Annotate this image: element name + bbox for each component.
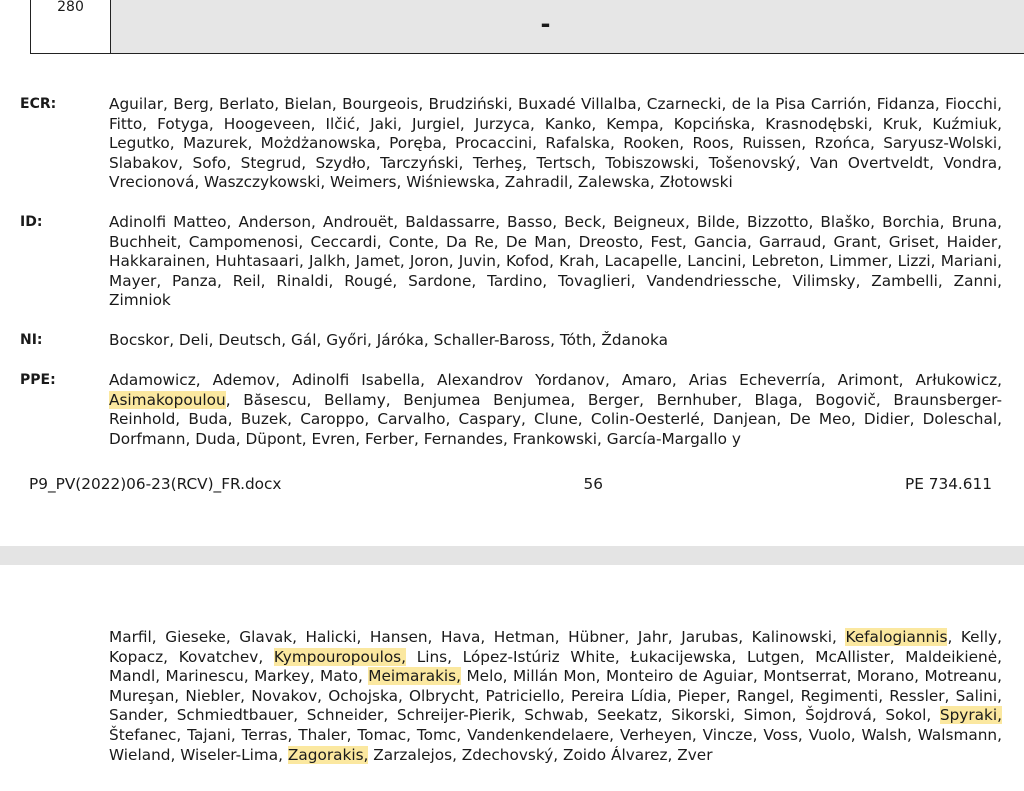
member-names: Melo, Millán Mon, Monteiro de Aguiar, Montserrat, Morano, Motreanu, Mureşan, Niebler, Novakov, Ochojska, Olbrycht, Patriciello, Pereira Lídia, Pieper, Rangel, Regimenti, Ressler, Salini, Sander, Schmiedtbauer, Schneider, Schreijer-Pierik, Schwab, Seekatz, Sikorski, Simon, Šojdrová, Sokol, bbox=[109, 667, 1002, 725]
highlighted-member: Kefalogiannis bbox=[845, 628, 948, 646]
document-reference: PE 734.611 bbox=[904, 475, 992, 493]
group-members bbox=[109, 371, 1002, 449]
vote-number: 280 bbox=[31, 0, 111, 53]
ppe-continuation bbox=[109, 628, 1002, 765]
vote-header-table bbox=[30, 0, 1024, 54]
group-members: Adinolfi Matteo, Anderson, Androuët, Baldassarre, Basso, Beck, Beigneux, Bilde, Bizzotto, Blaško, Borchia, Bruna, Buchheit, Campomenosi, Ceccardi, Conte, Da Re, De Man, Dreosto, Fest, Gancia, Garraud, Grant, Griset, Haider, Hakkarainen, Huhtasaari, Jalkh, Jamet, Joron, Juvin, Kofod, Krah, Lacapelle, Lancini, Lebreton, Limmer, Lizzi, Mariani, Mayer, Panza, Reil, Rinaldi, Rougé, Sardone, Tardino, Tovaglieri, Vandendriessche, Vilimsky, Zambelli, Zanni, Zimniok bbox=[109, 213, 1002, 310]
group-ni bbox=[20, 331, 1010, 351]
member-names: Štefanec, Tajani, Terras, Thaler, Tomac, Tomc, Vandenkendelaere, Verheyen, Vincze, Voss, Vuolo, Walsh, Walsmann, Wieland, Wiseler-Lima, bbox=[109, 725, 1002, 764]
vote-result-title: - bbox=[111, 0, 1024, 53]
page-number: 56 bbox=[583, 475, 603, 493]
document-filename: P9_PV(2022)06-23(RCV)_FR.docx bbox=[29, 475, 282, 493]
page-footer bbox=[29, 474, 992, 494]
page-separator bbox=[0, 546, 1024, 565]
member-names: Zarzalejos, Zdechovský, Zoido Álvarez, Zver bbox=[368, 745, 713, 764]
highlighted-member: Zagorakis, bbox=[287, 745, 369, 764]
group-id bbox=[20, 213, 1010, 311]
group-label: ECR: bbox=[20, 96, 57, 112]
highlighted-member: Kympouropoulos, bbox=[273, 647, 407, 666]
group-label: ID: bbox=[20, 214, 43, 230]
group-ecr bbox=[20, 95, 1010, 193]
member-names: Marfil, Gieseke, Glavak, Halicki, Hansen, Hava, Hetman, Hübner, Jahr, Jarubas, Kalinowski, bbox=[109, 628, 846, 646]
group-members: Bocskor, Deli, Deutsch, Gál, Győri, Járóka, Schaller-Baross, Tóth, Ždanoka bbox=[109, 331, 668, 349]
member-names: Lins, López-Istúriz White, Łukacijewska, Lutgen, McAllister, Maldeikienė, Mandl, Marinescu, Markey, Mato, bbox=[109, 647, 1002, 686]
group-label: NI: bbox=[20, 332, 43, 348]
member-names: , Băsescu, Bellamy, Benjumea Benjumea, Berger, Bernhuber, Blaga, Bogovič, Braunsberger-Reinhold, Buda, Buzek, Caroppo, Carvalho, Caspary, Clune, Colin-Oesterlé, Danjean, De Meo, Didier, Doleschal, Dorfmann, Duda, Düpont, Evren, Ferber, Fernandes, Frankowski, García-Margallo y bbox=[109, 390, 1002, 448]
group-ppe bbox=[20, 371, 1010, 449]
member-names: Adamowicz, Ademov, Adinolfi Isabella, Alexandrov Yordanov, Amaro, Arias Echeverría, Arimont, Arłukowicz, bbox=[109, 371, 1002, 389]
group-members: Aguilar, Berg, Berlato, Bielan, Bourgeois, Brudziński, Buxadé Villalba, Czarnecki, de la Pisa Carrión, Fidanza, Fiocchi, Fitto, Fotyga, Hoogeveen, Ilčić, Jaki, Jurgiel, Jurzyca, Kanko, Kempa, Kopcińska, Krasnodębski, Kruk, Kuźmiuk, Legutko, Mazurek, Możdżanowska, Poręba, Procaccini, Rafalska, Rooken, Roos, Ruissen, Rzońca, Saryusz-Wolski, Slabakov, Sofo, Stegrud, Szydło, Tarczyński, Terheş, Tertsch, Tobiszowski, Tošenovský, Van Overtveldt, Vondra, Vrecionová, Waszczykowski, Weimers, Wiśniewska, Zahradil, Zalewska, Złotowski bbox=[109, 95, 1002, 192]
highlighted-member: Spyraki, bbox=[939, 706, 1002, 725]
highlighted-member: Asimakopoulou bbox=[109, 390, 226, 409]
highlighted-member: Meimarakis, bbox=[368, 667, 462, 686]
member-names: , Kelly, Kopacz, Kovatchev, bbox=[109, 628, 1003, 666]
group-label: PPE: bbox=[20, 372, 56, 388]
